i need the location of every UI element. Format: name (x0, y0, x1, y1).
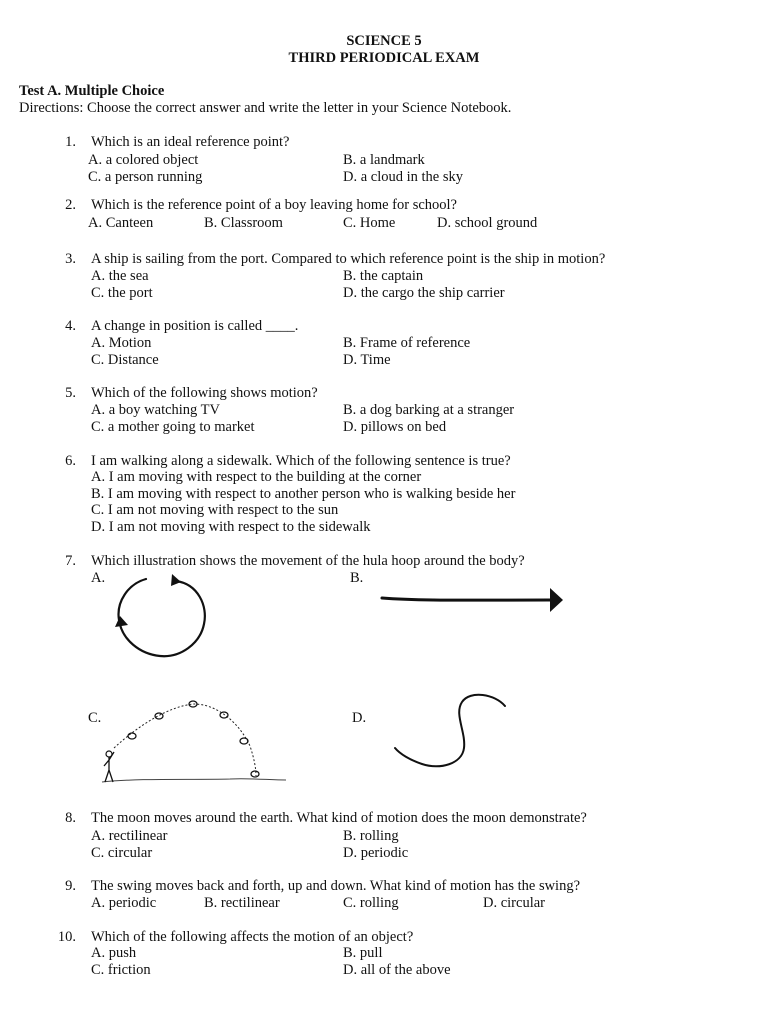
question-5-text: Which of the following shows motion? (91, 385, 318, 401)
question-2-choice-b: B. Classroom (204, 215, 283, 231)
question-2-choice-d: D. school ground (437, 215, 538, 231)
question-10-choice-d: D. all of the above (343, 962, 451, 978)
question-5-choice-a: A. a boy watching TV (91, 402, 220, 418)
question-6-number: 6. (65, 453, 76, 469)
question-4-choice-d: D. Time (343, 352, 391, 368)
question-4-number: 4. (65, 318, 76, 334)
question-3-choice-d: D. the cargo the ship carrier (343, 285, 505, 301)
question-10-choice-b: B. pull (343, 945, 383, 961)
question-6-choice-a: A. I am moving with respect to the building at the corner (91, 469, 422, 485)
question-7-choice-c: C. (88, 710, 102, 726)
question-2-choice-c: C. Home (343, 215, 396, 231)
question-10-text: Which of the following affects the motion of an object? (91, 929, 414, 945)
question-8-choice-d: D. periodic (343, 845, 409, 861)
question-6-text: I am walking along a sidewalk. Which of the following sentence is true? (91, 453, 511, 469)
question-2-text: Which is the reference point of a boy leaving home for school? (91, 197, 457, 213)
question-10-choice-c: C. friction (91, 962, 151, 978)
question-9-choice-c: C. rolling (343, 895, 399, 911)
question-9-text: The swing moves back and forth, up and down. What kind of motion has the swing? (91, 878, 581, 894)
question-8-choice-a: A. rectilinear (91, 828, 168, 844)
question-7-choice-a: A. (91, 570, 106, 586)
question-5-choice-b: B. a dog barking at a stranger (343, 402, 515, 418)
test-directions: Directions: Choose the correct answer and write the letter in your Science Notebook. (19, 100, 512, 116)
question-7-number: 7. (65, 553, 76, 569)
question-8-text: The moon moves around the earth. What kind of motion does the moon demonstrate? (91, 810, 587, 826)
question-3-number: 3. (65, 251, 76, 267)
exam-title: THIRD PERIODICAL EXAM (288, 50, 480, 66)
exam-subject-title: SCIENCE 5 (346, 33, 422, 49)
question-1-choice-a: A. a colored object (88, 152, 199, 168)
question-3-choice-b: B. the captain (343, 268, 424, 284)
question-9-choice-a: A. periodic (91, 895, 157, 911)
question-3-choice-a: A. the sea (91, 268, 149, 284)
question-4-choice-a: A. Motion (91, 335, 152, 351)
question-1-choice-b: B. a landmark (343, 152, 425, 168)
question-4-choice-b: B. Frame of reference (343, 335, 471, 351)
question-4-text: A change in position is called ____. (91, 318, 299, 334)
question-2-choice-a: A. Canteen (88, 215, 154, 231)
question-7-choice-d: D. (352, 710, 367, 726)
straight-line-motion-illustration (380, 586, 565, 614)
question-9-choice-b: B. rectilinear (204, 895, 280, 911)
question-6-choice-b: B. I am moving with respect to another person who is walking beside her (91, 486, 516, 502)
question-10-choice-a: A. push (91, 945, 137, 961)
question-7-choice-b: B. (350, 570, 364, 586)
question-6-choice-d: D. I am not moving with respect to the sidewalk (91, 519, 371, 535)
question-7-text: Which illustration shows the movement of the hula hoop around the body? (91, 553, 525, 569)
circular-motion-illustration (110, 572, 215, 664)
question-3-choice-c: C. the port (91, 285, 153, 301)
question-1-number: 1. (65, 134, 76, 150)
curved-path-illustration (100, 696, 290, 792)
question-1-choice-c: C. a person running (88, 169, 203, 185)
s-curve-illustration (390, 692, 510, 772)
question-5-number: 5. (65, 385, 76, 401)
question-8-choice-b: B. rolling (343, 828, 399, 844)
question-5-choice-c: C. a mother going to market (91, 419, 255, 435)
question-10-number: 10. (57, 929, 76, 945)
question-9-number: 9. (65, 878, 76, 894)
question-9-choice-d: D. circular (483, 895, 545, 911)
question-2-number: 2. (65, 197, 76, 213)
question-1-choice-d: D. a cloud in the sky (343, 169, 464, 185)
question-1-text: Which is an ideal reference point? (91, 134, 290, 150)
question-3-text: A ship is sailing from the port. Compared to which reference point is the ship in motion? (91, 251, 606, 267)
test-title: Test A. Multiple Choice (19, 83, 165, 99)
question-6-choice-c: C. I am not moving with respect to the sun (91, 502, 339, 518)
question-8-number: 8. (65, 810, 76, 826)
question-8-choice-c: C. circular (91, 845, 153, 861)
question-5-choice-d: D. pillows on bed (343, 419, 447, 435)
question-4-choice-c: C. Distance (91, 352, 159, 368)
